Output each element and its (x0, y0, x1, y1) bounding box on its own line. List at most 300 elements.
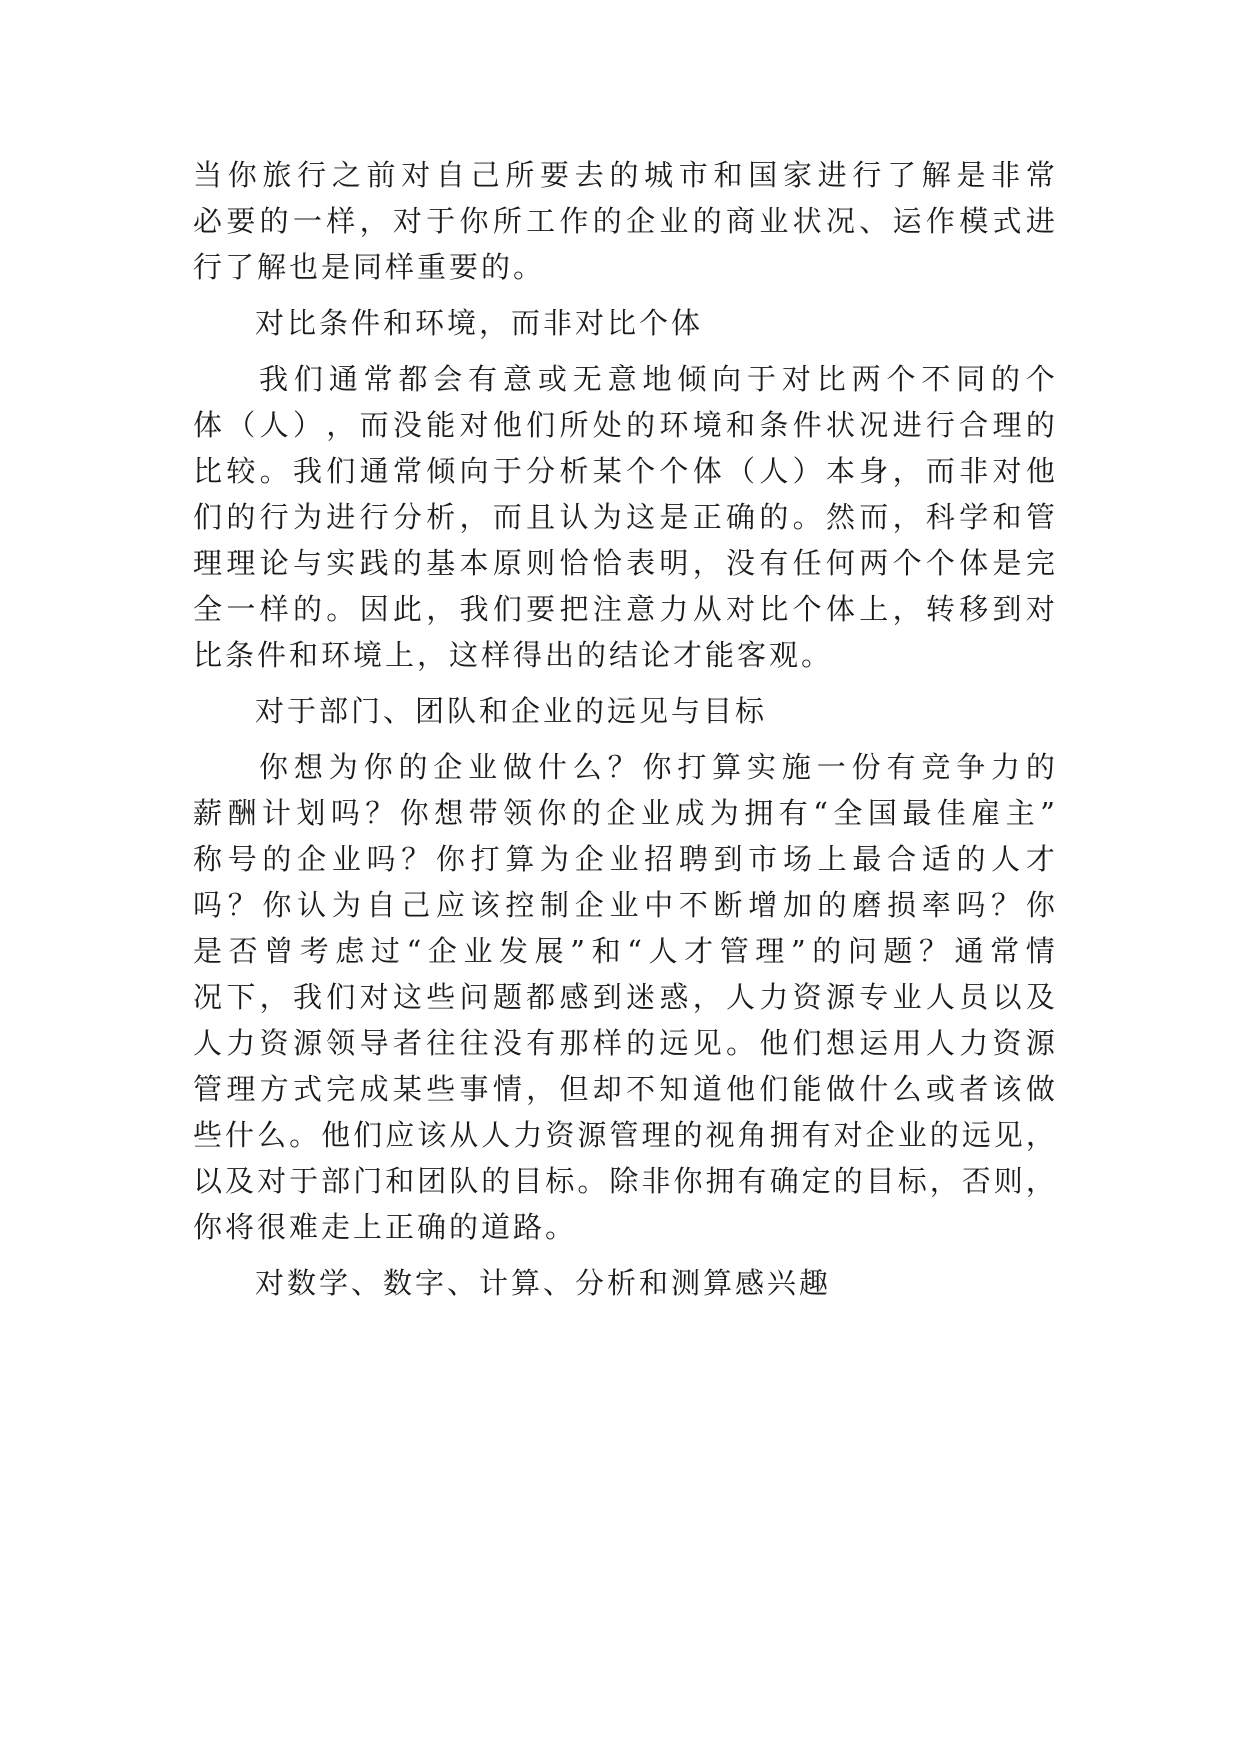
text-character: 都 (526, 980, 556, 1014)
text-character: 么 (257, 1118, 287, 1152)
text-character: 吗 (193, 888, 223, 922)
text-character: 何 (825, 546, 855, 580)
text-character: 于 (289, 1164, 319, 1198)
text-character: 、 (859, 204, 889, 238)
text-character: 和 (992, 500, 1022, 534)
text-character: 的 (812, 934, 842, 968)
text-character: 的 (1025, 408, 1055, 442)
text-character: 管 (193, 1072, 223, 1106)
text-character: 运 (859, 1026, 889, 1060)
paragraph-line (193, 1115, 1055, 1155)
text-character: 的 (929, 1118, 959, 1152)
text-character: 场 (782, 842, 812, 876)
text-character: 们 (193, 500, 223, 534)
text-character: 应 (435, 888, 465, 922)
text-character: 要 (540, 158, 570, 192)
text-character: 视 (705, 1118, 735, 1152)
text-character: ， (1025, 1118, 1055, 1152)
text-character: 到 (992, 592, 1022, 626)
text-character: 实 (747, 750, 777, 784)
text-character: 个 (792, 592, 822, 626)
text-character: 部 (321, 1164, 351, 1198)
text-character: 进 (892, 408, 922, 442)
text-character: 国 (867, 796, 897, 830)
text-character: “ (627, 934, 642, 968)
text-character: 的 (956, 842, 986, 876)
text-character: 件 (792, 408, 822, 442)
text-character: 企 (574, 888, 604, 922)
text-character: 你 (459, 204, 489, 238)
text-character: ， (426, 592, 456, 626)
text-character: 确 (726, 500, 756, 534)
text-character: 远 (659, 1026, 689, 1060)
text-character: 于 (492, 454, 522, 488)
text-character: 成 (359, 1072, 389, 1106)
text-character: 业 (759, 204, 789, 238)
text-character: 通 (359, 454, 389, 488)
text-character: 己 (401, 888, 431, 922)
text-character: 适 (921, 842, 951, 876)
text-character: 道 (692, 1072, 722, 1106)
text-character: 管 (719, 934, 749, 968)
text-character: 员 (959, 980, 989, 1014)
text-character: 理 (226, 546, 256, 580)
text-character: 打 (677, 750, 707, 784)
text-character: 聘 (678, 842, 708, 876)
text-character: 想 (825, 1026, 855, 1060)
text-character: 对 (833, 1118, 863, 1152)
text-character: 考 (299, 934, 329, 968)
text-character: 合 (887, 842, 917, 876)
text-character: 要 (226, 204, 256, 238)
text-character: 导 (359, 1026, 389, 1060)
text-character: 竞 (921, 750, 951, 784)
text-character: 的 (481, 1164, 511, 1198)
text-character: 的 (392, 546, 422, 580)
text-character: 们 (326, 454, 356, 488)
text-character: 与 (292, 546, 322, 580)
text-character: 会 (433, 362, 463, 396)
text-character: 断 (713, 888, 743, 922)
text-character: 控 (505, 888, 535, 922)
text-character: 通 (954, 934, 984, 968)
text-character: 力 (991, 750, 1021, 784)
text-character: 些 (426, 1072, 456, 1106)
text-character: 对 (726, 592, 756, 626)
text-character: 以 (193, 1164, 223, 1198)
text-character: ， (692, 980, 722, 1014)
text-character: 比 (759, 592, 789, 626)
text-character: 意 (607, 362, 637, 396)
text-character: 专 (859, 980, 889, 1014)
text-character: 的 (692, 204, 722, 238)
paragraph-line: 你将很难走上正确的道路。 (193, 1210, 578, 1244)
text-character: 样 (326, 204, 356, 238)
text-character: 你 (363, 750, 393, 784)
text-character: 实 (326, 546, 356, 580)
section-heading: 对数学、数字、计算、分析和测算感兴趣 (255, 1266, 832, 1300)
text-character: 。 (577, 1164, 607, 1198)
text-character: 对 (359, 980, 389, 1014)
text-character: 角 (737, 1118, 767, 1152)
text-character: 施 (781, 750, 811, 784)
text-character: 你 (259, 750, 289, 784)
text-character: 进 (326, 500, 356, 534)
text-character: 有 (526, 1026, 556, 1060)
text-character: 为 (709, 796, 739, 830)
text-character: 运 (892, 204, 922, 238)
text-character: ？ (991, 888, 1021, 922)
text-character: 没 (726, 546, 756, 580)
text-character: 理 (992, 408, 1022, 442)
text-character: 你 (262, 888, 292, 922)
text-character: 虑 (335, 934, 365, 968)
section-heading: 对比条件和环境，而非对比个体 (255, 306, 704, 340)
paragraph-line (193, 885, 1055, 925)
text-character: 一 (292, 204, 322, 238)
text-character: 你 (673, 1164, 703, 1198)
text-character: 带 (468, 796, 498, 830)
text-character: 些 (193, 1118, 223, 1152)
text-character: 了 (887, 158, 917, 192)
text-character: 全 (193, 592, 223, 626)
text-character: 。 (259, 454, 289, 488)
text-character: 于 (426, 204, 456, 238)
text-character: 及 (225, 1164, 255, 1198)
paragraph-line (193, 839, 1055, 879)
text-character: 情 (1025, 934, 1055, 968)
text-character: 号 (227, 842, 257, 876)
paragraph-line (193, 931, 1055, 971)
text-character: 们 (526, 408, 556, 442)
text-character: 人 (193, 1026, 223, 1060)
text-character: 些 (426, 980, 456, 1014)
text-character: 或 (537, 362, 567, 396)
text-character: 定 (801, 1164, 831, 1198)
text-character: 题 (883, 934, 913, 968)
text-character: 的 (226, 500, 256, 534)
text-character: ” (790, 934, 806, 968)
text-character: 否 (961, 1164, 991, 1198)
text-character: 迷 (626, 980, 656, 1014)
text-character: 我 (292, 454, 322, 488)
text-character: 的 (592, 204, 622, 238)
text-character: 为 (331, 888, 361, 922)
paragraph-line (193, 451, 1055, 491)
text-character: 国 (748, 158, 778, 192)
text-character: 源 (292, 1026, 322, 1060)
text-character: 为 (540, 842, 570, 876)
text-character: 全 (833, 796, 863, 830)
text-character: 到 (713, 842, 743, 876)
text-character: “ (813, 796, 828, 830)
text-character: 有 (737, 1164, 767, 1198)
text-character: 状 (792, 204, 822, 238)
text-character: （ (226, 408, 256, 442)
text-character: 资 (992, 1026, 1022, 1060)
text-character: 行 (852, 158, 882, 192)
text-character: 他 (321, 1118, 351, 1152)
paragraph-line (193, 497, 1055, 537)
text-character: 比 (193, 454, 223, 488)
text-character: 前 (366, 158, 396, 192)
text-character: 中 (644, 888, 674, 922)
text-character: 无 (572, 362, 602, 396)
text-character: 佳 (936, 796, 966, 830)
text-character: 你 (537, 796, 567, 830)
paragraph-line (193, 977, 1055, 1017)
text-character: 移 (959, 592, 989, 626)
text-character: 是 (992, 546, 1022, 580)
paragraph-line (193, 201, 1055, 241)
text-character: 完 (1025, 546, 1055, 580)
text-character: ， (892, 592, 922, 626)
text-character: 业 (468, 750, 498, 784)
text-character: 下 (226, 980, 256, 1014)
text-character: ， (1025, 1164, 1055, 1198)
text-character: 做 (825, 1072, 855, 1106)
text-character: 企 (865, 1118, 895, 1152)
text-character: 去 (574, 158, 604, 192)
text-character: 什 (859, 1072, 889, 1106)
text-character: 某 (592, 454, 622, 488)
text-character: 为 (292, 500, 322, 534)
text-character: 恰 (559, 546, 589, 580)
text-character: 模 (959, 204, 989, 238)
text-character: 本 (459, 546, 489, 580)
text-character: 从 (692, 592, 722, 626)
text-character: 理 (641, 1118, 671, 1152)
text-character: 感 (559, 980, 589, 1014)
text-character: 队 (449, 1164, 479, 1198)
text-character: 进 (1025, 204, 1055, 238)
text-character: 力 (959, 1026, 989, 1060)
text-character: 么 (892, 1072, 922, 1106)
text-character: 源 (577, 1118, 607, 1152)
text-character: 式 (992, 204, 1022, 238)
text-character: 上 (859, 592, 889, 626)
text-character: 己 (470, 158, 500, 192)
text-character: 人 (259, 408, 289, 442)
section-heading: 对于部门、团队和企业的远见与目标 (255, 694, 768, 728)
text-character: 增 (748, 888, 778, 922)
text-character: （ (726, 454, 756, 488)
text-character: 加 (782, 888, 812, 922)
text-character: 惑 (659, 980, 689, 1014)
text-character: 们 (492, 592, 522, 626)
text-character: 你 (399, 796, 429, 830)
text-character: 认 (297, 888, 327, 922)
text-character: 你 (435, 842, 465, 876)
paragraph-line (259, 359, 1055, 399)
text-character: 向 (459, 454, 489, 488)
text-character: 的 (626, 1026, 656, 1060)
text-character: 问 (847, 934, 877, 968)
text-character: 领 (503, 796, 533, 830)
text-character: 商 (726, 204, 756, 238)
text-character: 知 (659, 1072, 689, 1106)
text-character: 事 (459, 1072, 489, 1106)
text-character: 源 (825, 980, 855, 1014)
text-character: 的 (817, 888, 847, 922)
paragraph-line (193, 589, 1055, 629)
text-character: 业 (609, 888, 639, 922)
text-character: 都 (398, 362, 428, 396)
text-character: 。 (726, 1026, 756, 1060)
text-character: 他 (759, 1026, 789, 1060)
text-character: 我 (459, 592, 489, 626)
text-character: 算 (712, 750, 742, 784)
text-character: 常 (392, 454, 422, 488)
text-character: 市 (678, 158, 708, 192)
text-character: 非 (641, 1164, 671, 1198)
text-character: 城 (644, 158, 674, 192)
text-character: 做 (1025, 1072, 1055, 1106)
text-character: 较 (226, 454, 256, 488)
text-character: 合 (959, 408, 989, 442)
text-character: 而 (359, 408, 389, 442)
text-character: 企 (626, 204, 656, 238)
text-character: 们 (293, 362, 323, 396)
text-character: 有 (801, 1118, 831, 1152)
text-character: 方 (259, 1072, 289, 1106)
text-character: 们 (792, 1026, 822, 1060)
text-character: 践 (359, 546, 389, 580)
text-character: 标 (545, 1164, 575, 1198)
text-character: 之 (331, 158, 361, 192)
text-character: 况 (859, 408, 889, 442)
text-character: 和 (713, 158, 743, 192)
text-character: 而 (925, 454, 955, 488)
paragraph-line (193, 1161, 1055, 1201)
text-character: 为 (592, 500, 622, 534)
text-character: 对 (459, 408, 489, 442)
text-character: 他 (1025, 454, 1055, 488)
text-character: 人 (925, 1026, 955, 1060)
text-character: 人 (481, 1118, 511, 1152)
text-character: 。 (326, 592, 356, 626)
text-character: 进 (817, 158, 847, 192)
text-character: 注 (592, 592, 622, 626)
text-character: 转 (925, 592, 955, 626)
text-character: 人 (648, 934, 678, 968)
text-character: 雇 (971, 796, 1001, 830)
text-character: 或 (925, 1072, 955, 1106)
text-character: 的 (673, 1118, 703, 1152)
text-character: 什 (225, 1118, 255, 1152)
text-character: ” (1040, 796, 1055, 830)
text-character: 解 (921, 158, 951, 192)
text-character: 问 (459, 980, 489, 1014)
text-character: 个 (626, 454, 656, 488)
text-character: 除 (609, 1164, 639, 1198)
text-character: 作 (925, 204, 955, 238)
text-character: 们 (353, 1118, 383, 1152)
paragraph-line (193, 1023, 1055, 1063)
text-character: 对 (781, 362, 811, 396)
text-character: 对 (992, 454, 1022, 488)
text-character: 的 (571, 796, 601, 830)
text-character: 个 (1025, 362, 1055, 396)
text-character: 们 (326, 980, 356, 1014)
text-character: 但 (559, 1072, 589, 1106)
text-character: 把 (559, 592, 589, 626)
text-character: ， (459, 500, 489, 534)
text-character: ， (929, 1164, 959, 1198)
text-character: 确 (769, 1164, 799, 1198)
paragraph-line (193, 405, 1055, 445)
text-character: 原 (492, 546, 522, 580)
text-character: 的 (398, 750, 428, 784)
text-character: 不 (626, 1072, 656, 1106)
text-character: 的 (609, 158, 639, 192)
text-character: 通 (328, 362, 358, 396)
text-character: 认 (559, 500, 589, 534)
text-character: 正 (692, 500, 722, 534)
text-character: 什 (537, 750, 567, 784)
text-character: 为 (328, 750, 358, 784)
text-character: 则 (526, 546, 556, 580)
text-character: 体 (959, 546, 989, 580)
text-character: 资 (545, 1118, 575, 1152)
text-character: 吗 (956, 888, 986, 922)
text-character: 此 (392, 592, 422, 626)
text-character: 状 (825, 408, 855, 442)
text-character: 应 (385, 1118, 415, 1152)
text-character: 管 (609, 1118, 639, 1152)
text-character: 往 (426, 1026, 456, 1060)
text-character: 才 (1025, 842, 1055, 876)
text-character: 则 (993, 1164, 1023, 1198)
text-character: 业 (659, 204, 689, 238)
text-character: 自 (366, 888, 396, 922)
text-character: 因 (359, 592, 389, 626)
text-character: 企 (606, 796, 636, 830)
text-character: 常 (1025, 158, 1055, 192)
text-character: 一 (816, 750, 846, 784)
text-character: 这 (392, 980, 422, 1014)
text-character: 样 (592, 1026, 622, 1060)
text-character: 有 (759, 546, 789, 580)
text-character: 常 (990, 934, 1020, 968)
text-character: 么 (572, 750, 602, 784)
text-character: 完 (326, 1072, 356, 1106)
text-character: 对 (1025, 592, 1055, 626)
text-character: 能 (792, 1072, 822, 1106)
text-character: 资 (792, 980, 822, 1014)
text-character: 对 (401, 158, 431, 192)
text-character: 力 (226, 1026, 256, 1060)
text-character: 两 (851, 362, 881, 396)
text-character: 该 (417, 1118, 447, 1152)
text-character: 的 (991, 362, 1021, 396)
text-character: 而 (859, 500, 889, 534)
text-character: 用 (892, 1026, 922, 1060)
text-character: 展 (534, 934, 564, 968)
text-character: 这 (626, 500, 656, 534)
text-character: 理 (755, 934, 785, 968)
text-character: 当 (193, 158, 223, 192)
text-character: 所 (505, 158, 535, 192)
text-character: 企 (427, 934, 457, 968)
text-character: 所 (492, 204, 522, 238)
text-character: 他 (492, 408, 522, 442)
text-character: 理 (193, 546, 223, 580)
text-character: 以 (992, 980, 1022, 1014)
text-character: 没 (392, 408, 422, 442)
text-character: 体 (193, 408, 223, 442)
text-character: 学 (959, 500, 989, 534)
